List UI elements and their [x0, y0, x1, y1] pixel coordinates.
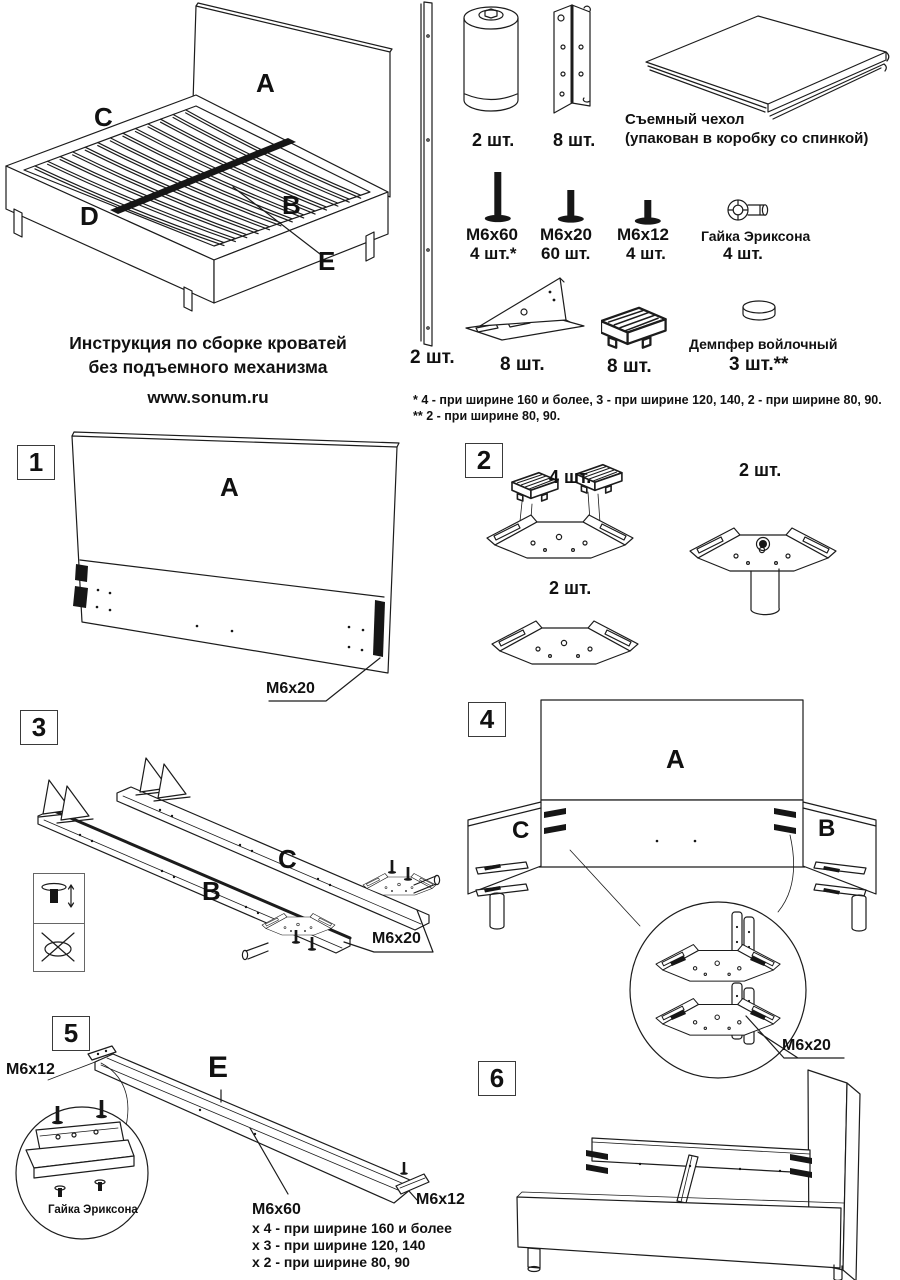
overview-bed-drawing	[0, 0, 420, 312]
step-1-screw-label: M6x20	[266, 680, 315, 697]
step-3-number: 3	[20, 710, 58, 745]
cover-drawing	[638, 6, 896, 120]
overview-label-d: D	[80, 201, 99, 231]
website-link: www.sonum.ru	[147, 388, 269, 407]
screw-m6x60-drawing	[478, 170, 518, 228]
step-2-qty-top: 4 шт.	[549, 467, 592, 487]
footnote-2: ** 2 - при ширине 80, 90.	[413, 409, 561, 423]
step-6-drawing	[460, 1050, 900, 1280]
triangular-bracket-qty: 8 шт.	[500, 354, 545, 375]
step-3-drawing	[0, 700, 460, 1020]
metal-strip-drawing	[416, 0, 440, 350]
step-5-option-1: x 4 - при ширине 160 и более	[252, 1220, 452, 1236]
slat-holder-qty: 8 шт.	[607, 356, 652, 377]
screw-m6x20-drawing	[551, 184, 591, 228]
step-3-label-c: C	[278, 844, 297, 874]
step-4-label-b: B	[818, 815, 836, 842]
title-block	[38, 332, 378, 379]
screw-m6x20-label: M6x20	[540, 225, 592, 244]
step-5-screw-right-label: M6x12	[416, 1191, 465, 1208]
step-2-qty-bottom: 2 шт.	[549, 578, 592, 598]
step-5-screw-center-label: M6x60	[252, 1201, 301, 1218]
step-3-screw-label: M6x20	[372, 930, 421, 947]
step-5-screw-left-label: M6x12	[6, 1061, 55, 1078]
triangular-bracket-drawing	[462, 270, 588, 352]
nut-name: Гайка Эриксона	[701, 228, 811, 244]
cover-note: (упакован в коробку со спинкой)	[625, 130, 869, 147]
title-line-1: Инструкция по сборке кроватей	[69, 333, 347, 353]
strip-qty: 2 шт.	[410, 347, 455, 368]
corner-bracket-drawing	[546, 2, 600, 114]
screw-m6x60-qty: 4 шт.*	[470, 244, 517, 263]
step-5-nut-label: Гайка Эриксона	[48, 1204, 138, 1216]
step-2-drawing	[460, 430, 900, 680]
cover-name: Съемный чехол	[625, 111, 745, 128]
step-5-option-2: x 3 - при ширине 120, 140	[252, 1237, 426, 1253]
leg-drawing	[456, 2, 526, 122]
leg-height-info-box	[33, 873, 85, 972]
step-1-label-a: A	[220, 472, 239, 502]
screw-m6x12-drawing	[628, 192, 668, 228]
title-line-2: без подъемного механизма	[88, 356, 328, 377]
step-4-screw-label: M6x20	[782, 1037, 831, 1054]
step-3-label-b: B	[202, 876, 221, 906]
damper-name: Демпфер войлочный	[689, 336, 838, 352]
damper-qty: 3 шт.**	[729, 354, 789, 375]
screw-m6x12-qty: 4 шт.	[626, 244, 666, 263]
step-2-number: 2	[465, 443, 503, 478]
overview-label-e: E	[318, 246, 336, 276]
step-1-number: 1	[17, 445, 55, 480]
felt-damper-drawing	[736, 298, 786, 326]
step-2-qty-right: 2 шт.	[739, 460, 782, 480]
do-not-icon	[34, 923, 84, 972]
step-6-number: 6	[478, 1061, 516, 1096]
leg-height-ok-icon	[34, 874, 84, 923]
footnote-1: * 4 - при ширине 160 и более, 3 - при ширине 120, 140, 2 - при ширине 80, 90.	[413, 393, 882, 407]
step-5-number: 5	[52, 1016, 90, 1051]
erickson-nut-drawing	[723, 194, 789, 226]
corner-bracket-qty: 8 шт.	[553, 130, 596, 150]
step-4-label-c: C	[512, 817, 530, 844]
step-4-label-a: A	[666, 744, 685, 774]
slat-holder-drawing	[601, 304, 671, 352]
step-5-label-e: E	[208, 1051, 229, 1084]
nut-qty: 4 шт.	[723, 244, 763, 263]
overview-label-a: A	[256, 68, 275, 98]
screw-m6x12-label: M6x12	[617, 225, 669, 244]
overview-label-c: C	[94, 102, 113, 132]
screw-m6x20-qty: 60 шт.	[541, 244, 591, 263]
step-4-number: 4	[468, 702, 506, 737]
screw-m6x60-label: M6x60	[466, 225, 518, 244]
leg-qty: 2 шт.	[472, 130, 515, 150]
step-5-option-3: x 2 - при ширине 80, 90	[252, 1254, 410, 1270]
overview-label-b: B	[282, 190, 301, 220]
